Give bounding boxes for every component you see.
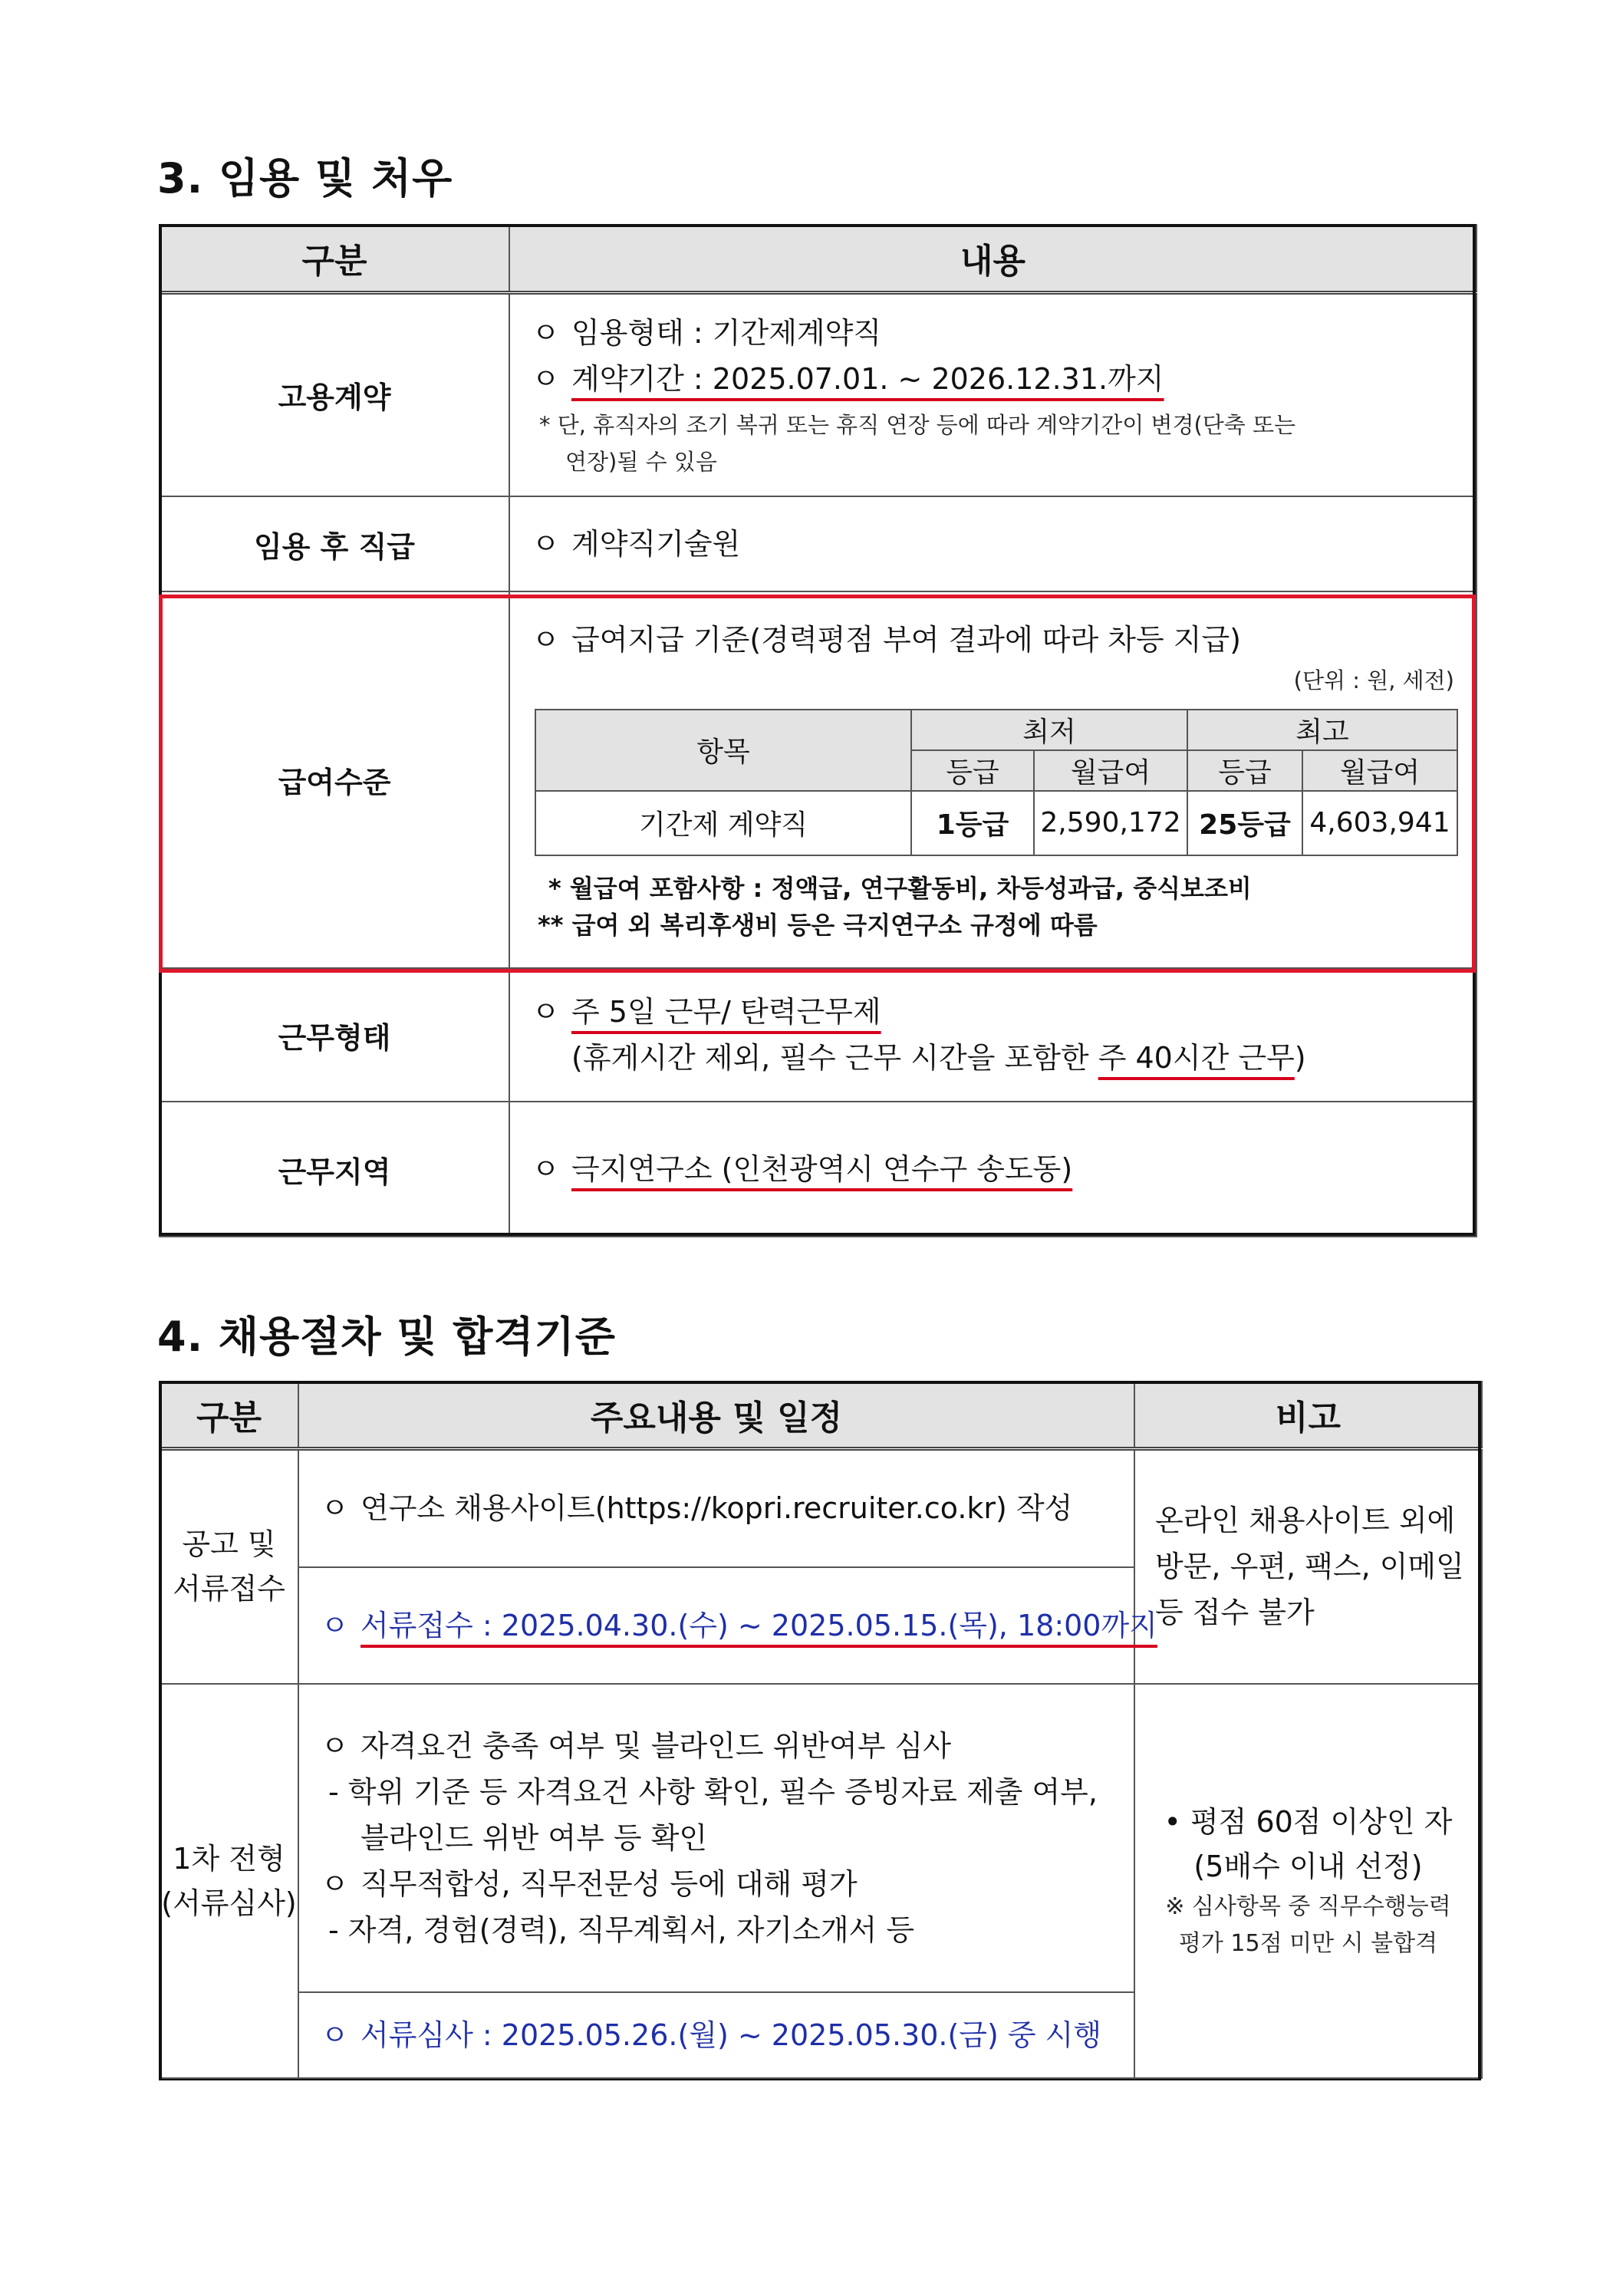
bullet-icon: ㅇ <box>532 1152 560 1186</box>
stage2-label-2: (서류심사) <box>161 1886 297 1920</box>
row-stage1-item1 <box>160 1448 1482 1567</box>
recruitment-process-table <box>159 1381 1483 2079</box>
employment-type: 임용형태 : 기간제계약직 <box>571 315 882 350</box>
row-stage2-items <box>160 1684 1482 1992</box>
salary-note-1: * 월급여 포함사항 : 정액급, 연구활동비, 차등성과급, 중식보조비 <box>548 873 1252 903</box>
stage1-item1: 연구소 채용사이트(https://kopri.recruiter.co.kr) 작성 <box>360 1491 1073 1526</box>
work-hours: 주 40시간 근무 <box>1098 1041 1295 1075</box>
bullet-icon: ㅇ <box>321 1491 349 1526</box>
stage1-application-period: 서류접수 : 2025.04.30.(수) ~ 2025.05.15.(목), 18:00까지 <box>360 1609 1157 1642</box>
stage2-schedule: 서류심사 : 2025.05.26.(월) ~ 2025.05.30.(금) 중 시행 <box>360 2018 1102 2052</box>
stage2-remark-1: • 평점 60점 이상인 자 <box>1164 1805 1453 1839</box>
header-stage: 구분 <box>160 1382 298 1448</box>
header-remarks: 비고 <box>1134 1382 1482 1448</box>
bullet-icon: ㅇ <box>532 622 560 657</box>
bullet-icon: ㅇ <box>532 315 560 350</box>
row-salary <box>160 591 1477 968</box>
stage2-remark-note-2: 평가 15점 미만 시 불합격 <box>1178 1930 1438 1957</box>
stage2-item1: 자격요건 충족 여부 및 블라인드 위반여부 심사 <box>360 1729 951 1763</box>
min-pay-value: 2,590,172 <box>1034 791 1187 855</box>
section-4-title: 4. 채용절차 및 합격기준 <box>157 1313 616 1361</box>
bullet-icon: ㅇ <box>321 1867 349 1901</box>
work-type-line2c: ) <box>1294 1041 1306 1075</box>
row-location <box>160 1102 1477 1237</box>
bullet-icon: ㅇ <box>532 995 560 1029</box>
row-work-type <box>160 968 1477 1102</box>
salary-row-label: 기간제 계약직 <box>535 791 911 855</box>
row-grade <box>160 496 1477 591</box>
stage1-label-1: 공고 및 <box>182 1527 276 1562</box>
stage2-label-1: 1차 전형 <box>173 1842 285 1876</box>
max-pay-value: 4,603,941 <box>1302 791 1457 855</box>
stage2-remark-2: (5배수 이내 선정) <box>1193 1850 1423 1883</box>
contract-period: 계약기간 : 2025.07.01. ~ 2026.12.31.까지 <box>571 361 1164 396</box>
stage2-item2-sub: - 자격, 경험(경력), 직무계획서, 자기소개서 등 <box>328 1913 915 1947</box>
contract-note: * 단, 휴직자의 조기 복귀 또는 휴직 연장 등에 따라 계약기간이 변경(단축 또는 <box>539 411 1296 438</box>
salary-max-header: 최고 <box>1187 710 1457 750</box>
max-monthly-header: 월급여 <box>1302 750 1457 791</box>
salary-unit: (단위 : 원, 세전) <box>1293 667 1454 693</box>
bullet-icon: ㅇ <box>532 361 560 396</box>
header-content: 내용 <box>509 225 1477 292</box>
employment-terms-table <box>159 224 1477 1237</box>
bullet-icon: ㅇ <box>321 2018 349 2052</box>
stage1-remark-1: 온라인 채용사이트 외에 <box>1155 1504 1456 1538</box>
min-grade-header: 등급 <box>911 750 1034 791</box>
stage2-remark-note-1: ※ 심사항목 중 직무수행능력 <box>1165 1893 1451 1920</box>
label-location: 근무지역 <box>160 1102 509 1237</box>
max-grade-value: 25등급 <box>1187 791 1302 855</box>
work-type-line1: 주 5일 근무/ 탄력근무제 <box>571 995 881 1029</box>
salary-note-2: ** 급여 외 복리후생비 등은 극지연구소 규정에 따름 <box>538 910 1098 940</box>
salary-table <box>535 709 1458 856</box>
label-work-type: 근무형태 <box>160 968 509 1102</box>
min-monthly-header: 월급여 <box>1034 750 1187 791</box>
label-grade: 임용 후 직급 <box>160 496 509 591</box>
stage1-label-2: 서류접수 <box>173 1572 285 1606</box>
max-grade-header: 등급 <box>1187 750 1302 791</box>
location-text: 극지연구소 (인천광역시 연수구 송도동) <box>571 1152 1073 1186</box>
salary-min-header: 최저 <box>911 710 1187 750</box>
header-category: 구분 <box>160 225 509 292</box>
stage1-remark-3: 등 접수 불가 <box>1155 1596 1315 1630</box>
grade-text: 계약직기술원 <box>571 527 741 561</box>
contract-note-2: 연장)될 수 있음 <box>565 448 717 475</box>
label-employment-contract: 고용계약 <box>160 292 509 496</box>
row-employment-contract <box>160 292 1477 496</box>
salary-basis: 급여지급 기준(경력평점 부여 결과에 따라 차등 지급) <box>571 622 1241 657</box>
salary-item-header: 항목 <box>535 710 911 791</box>
work-type-line2a: (휴게시간 제외, 필수 근무 시간을 포함한 <box>571 1041 1098 1075</box>
bullet-icon: ㅇ <box>532 527 560 561</box>
header-details: 주요내용 및 일정 <box>298 1382 1134 1448</box>
stage1-remark-2: 방문, 우편, 팩스, 이메일 <box>1155 1550 1464 1584</box>
bullet-icon: ㅇ <box>321 1609 349 1642</box>
min-grade-value: 1등급 <box>911 791 1034 855</box>
label-salary: 급여수준 <box>160 591 509 968</box>
stage2-item1-sub-a: - 학위 기준 등 자격요건 사항 확인, 필수 증빙자료 제출 여부, <box>328 1775 1098 1809</box>
bullet-icon: ㅇ <box>321 1729 349 1763</box>
section-3-title: 3. 임용 및 처우 <box>157 154 453 203</box>
stage2-item2: 직무적합성, 직무전문성 등에 대해 평가 <box>360 1867 858 1901</box>
stage2-item1-sub-b: 블라인드 위반 여부 등 확인 <box>360 1821 708 1855</box>
